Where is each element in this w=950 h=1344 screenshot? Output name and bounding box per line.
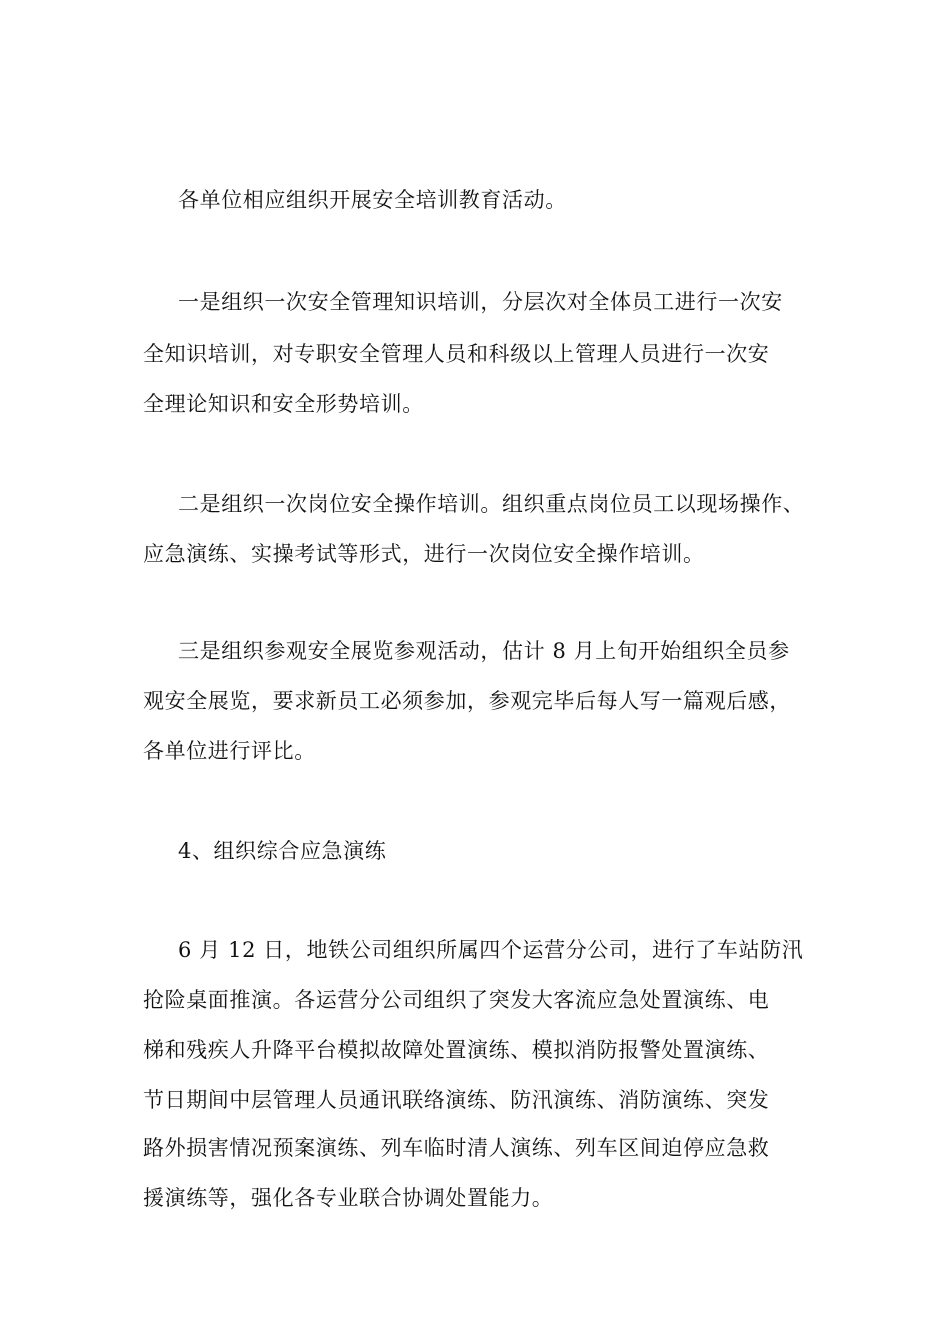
section-heading: 4、组织综合应急演练 bbox=[178, 839, 387, 863]
paragraph-6-line-1: 6 月 12 日，地铁公司组织所属四个运营分公司，进行了车站防汛 bbox=[178, 938, 804, 962]
paragraph-6-line-2: 抢险桌面推演。各运营分公司组织了突发大客流应急处置演练、电 bbox=[143, 988, 770, 1012]
paragraph-3-line-2: 应急演练、实操考试等形式，进行一次岗位安全操作培训。 bbox=[143, 542, 705, 566]
paragraph-4-line-3: 各单位进行评比。 bbox=[143, 739, 316, 763]
paragraph-2-line-2: 全知识培训，对专职安全管理人员和科级以上管理人员进行一次安 bbox=[143, 342, 770, 366]
paragraph-6-line-3: 梯和残疾人升降平台模拟故障处置演练、模拟消防报警处置演练、 bbox=[143, 1038, 770, 1062]
paragraph-6-line-4: 节日期间中层管理人员通讯联络演练、防汛演练、消防演练、突发 bbox=[143, 1088, 770, 1112]
paragraph-6-line-5: 路外损害情况预案演练、列车临时清人演练、列车区间迫停应急救 bbox=[143, 1136, 770, 1160]
paragraph-6-line-6: 援演练等，强化各专业联合协调处置能力。 bbox=[143, 1186, 554, 1210]
paragraph-4-line-2: 观安全展览，要求新员工必须参加，参观完毕后每人写一篇观后感， bbox=[143, 689, 791, 713]
paragraph-1-line-1: 各单位相应组织开展安全培训教育活动。 bbox=[178, 188, 567, 212]
paragraph-3-line-1: 二是组织一次岗位安全操作培训。组织重点岗位员工以现场操作、 bbox=[178, 492, 805, 516]
paragraph-2-line-1: 一是组织一次安全管理知识培训，分层次对全体员工进行一次安 bbox=[178, 290, 783, 314]
paragraph-4-line-1: 三是组织参观安全展览参观活动，估计 8 月上旬开始组织全员参 bbox=[178, 639, 790, 663]
paragraph-2-line-3: 全理论知识和安全形势培训。 bbox=[143, 392, 424, 416]
